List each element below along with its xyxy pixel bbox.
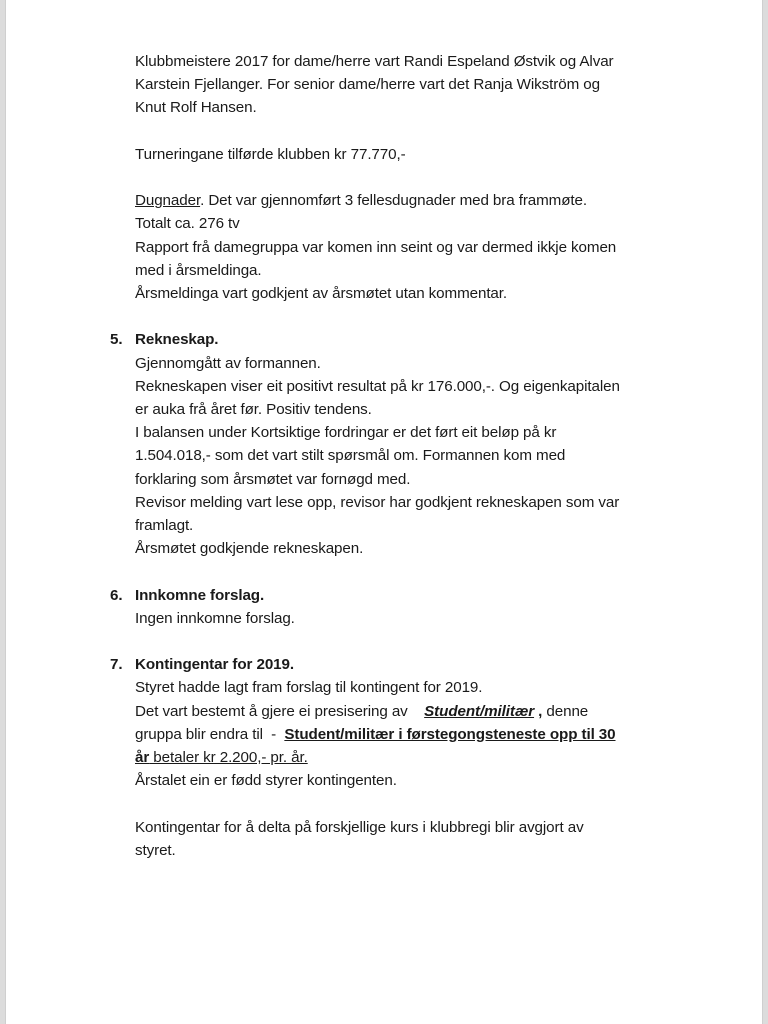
forstegongsteneste-emphasis: Student/militær i førstegongsteneste opp til 30 (284, 725, 616, 743)
dugnader-paragraph (135, 189, 695, 305)
dugnader-first-line: . Det var gjennomført 3 fellesdugnader med bra frammøte. (200, 192, 587, 210)
comma: , (534, 702, 543, 720)
text-line: Kontingentar for å delta på forskjellige kurs i klubbregi blir avgjort av (135, 818, 584, 836)
text-line: Klubbmeistere 2017 for dame/herre vart Randi Espeland Østvik og Alvar (135, 53, 614, 70)
text-line: Karstein Fjellanger. For senior dame/herre vart det Ranja Wikström og (135, 76, 600, 94)
text-line: Årsmøtet godkjende rekneskapen. (135, 540, 364, 558)
text-line: framlagt. (135, 517, 194, 535)
section-number: 6. (110, 586, 123, 604)
gruppa-text: gruppa blir endra til - (135, 725, 285, 743)
text-line: I balansen under Kortsiktige fordringar er det ført eit beløp på kr (135, 424, 557, 442)
text-line: forklaring som årsmøtet var fornøgd med. (135, 470, 411, 488)
text-line: Rapport frå damegruppa var komen inn seint og var dermed ikkje komen (135, 238, 617, 256)
text-line: 1.504.018,- som det vart stilt spørsmål om. Formannen kom med (135, 447, 566, 465)
section-heading: Innkomne forslag. (135, 586, 265, 604)
text-line: Knut Rolf Hansen. (135, 99, 257, 117)
betaler-text: betaler kr 2.200,- pr. år. (149, 749, 308, 767)
tournaments-paragraph (135, 143, 695, 166)
section-number: 5. (110, 331, 123, 349)
section-number: 7. (110, 656, 123, 674)
section-rekneskap (110, 328, 695, 560)
presisering-text: Det vart bestemt å gjere ei presisering av (135, 702, 425, 720)
text-line (135, 189, 695, 212)
student-militaer-emphasis: Student/militær (424, 702, 535, 720)
document-page (5, 0, 763, 1024)
text-line: Turneringane tilførde klubben kr 77.770,- (135, 145, 406, 163)
text-line: Rekneskapen viser eit positivt resultat på kr 176.000,-. Og eigenkapitalen (135, 377, 620, 395)
text-line: Ingen innkomne forslag. (135, 609, 295, 627)
text-line: Gjennomgått av formannen. (135, 354, 321, 372)
document-body (110, 50, 695, 885)
section-heading: Rekneskap. (135, 331, 219, 349)
text-line (135, 746, 695, 769)
text-line: Revisor melding vart lese opp, revisor har godkjent rekneskapen som var (135, 493, 620, 511)
club-champions-paragraph (135, 50, 695, 120)
text-line: med i årsmeldinga. (135, 261, 262, 279)
text-line: Styret hadde lagt fram forslag til kontingent for 2019. (135, 679, 483, 697)
blank-line (135, 792, 695, 815)
text-line: Årstalet ein er fødd styrer kontingenten. (135, 772, 397, 790)
text-line: Totalt ca. 276 tv (135, 215, 240, 233)
section-innkomne-forslag (110, 584, 695, 630)
denne-text: denne (542, 702, 589, 720)
section-heading: Kontingentar for 2019. (135, 656, 294, 674)
text-line (135, 700, 695, 723)
text-line: styret. (135, 841, 176, 859)
dugnader-label: Dugnader (135, 192, 201, 210)
aar-emphasis: år (135, 749, 150, 767)
text-line: er auka frå året før. Positiv tendens. (135, 401, 372, 418)
text-line: Årsmeldinga vart godkjent av årsmøtet utan kommentar. (135, 285, 508, 302)
text-line (135, 723, 695, 746)
section-kontingentar (110, 653, 695, 862)
